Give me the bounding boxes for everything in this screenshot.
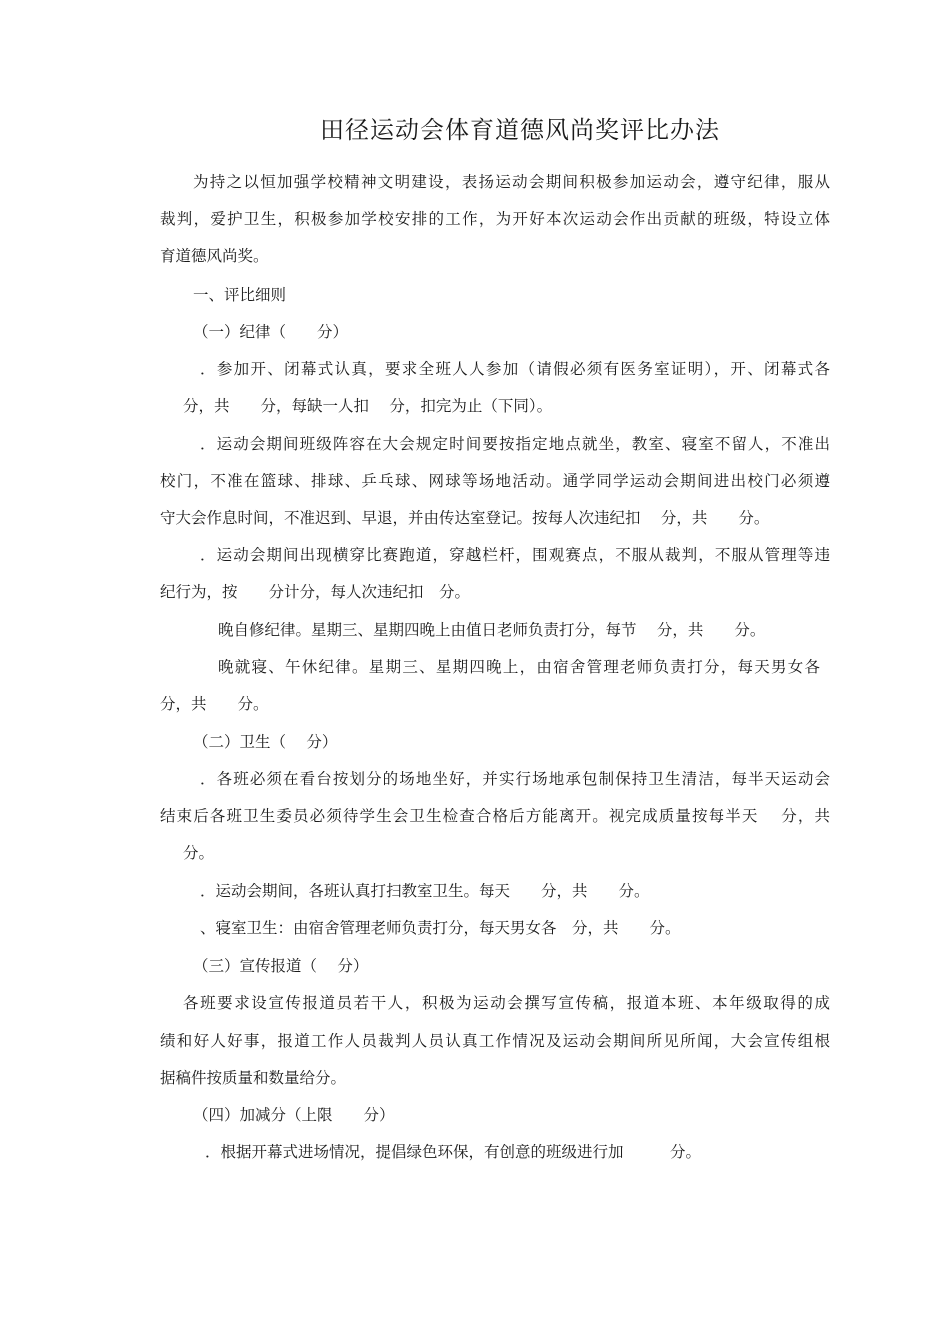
paragraph-line: 绩和好人好事，报道工作人员裁判人员认真工作情况及运动会期间所见所闻，大会宣传组根 [160, 1032, 830, 1050]
paragraph-line: 、寝室卫生：由宿舍管理老师负责打分，每天男女各 分，共 分。 [200, 919, 681, 937]
paragraph-line: ．运动会期间出现横穿比赛跑道，穿越栏杆，围观赛点，不服从裁判，不服从管理等违 [200, 546, 830, 564]
paragraph-line: ．运动会期间，各班认真打扫教室卫生。每天 分，共 分。 [200, 882, 650, 900]
paragraph-line: ．运动会期间班级阵容在大会规定时间要按指定地点就坐，教室、寝室不留人，不准出 [200, 435, 830, 453]
paragraph-line: 裁判，爱护卫生，积极参加学校安排的工作，为开好本次运动会作出贡献的班级，特设立体 [160, 210, 830, 228]
paragraph-line: 为持之以恒加强学校精神文明建设，表扬运动会期间积极参加运动会，遵守纪律，服从 [193, 173, 830, 191]
paragraph-line: ．参加开、闭幕式认真，要求全班人人参加（请假必须有医务室证明），开、闭幕式各 [200, 360, 830, 378]
subsection-heading: （四）加减分（上限 分） [193, 1106, 395, 1124]
paragraph-line: 育道德风尚奖。 [160, 247, 269, 265]
paragraph-line: ．根据开幕式进场情况，提倡绿色环保，有创意的班级进行加 分。 [205, 1143, 702, 1161]
paragraph-line: 分。 [183, 844, 215, 862]
subsection-heading: （三）宣传报道（ 分） [193, 957, 369, 975]
paragraph-line: 守大会作息时间，不准迟到、早退，并由传达室登记。按每人次违纪扣 分，共 分。 [160, 509, 770, 527]
paragraph-line: 各班要求设宣传报道员若干人，积极为运动会撰写宣传稿，报道本班、本年级取得的成 [183, 994, 830, 1012]
paragraph-line: 纪行为，按 分计分，每人次违纪扣 分。 [160, 583, 471, 601]
document-title: 田径运动会体育道德风尚奖评比办法 [320, 116, 720, 144]
paragraph-line: ．各班必须在看台按划分的场地坐好，并实行场地承包制保持卫生清洁，每半天运动会 [200, 770, 830, 788]
paragraph-line: 校门，不准在篮球、排球、乒乓球、网球等场地活动。通学同学运动会期间进出校门必须遵 [160, 472, 830, 490]
subsection-heading: （一）纪律（ 分） [193, 323, 349, 341]
paragraph-line: 结束后各班卫生委员必须待学生会卫生检查合格后方能离开。视完成质量按每半天 分，共 [160, 807, 830, 825]
paragraph-line: 晚自修纪律。星期三、星期四晚上由值日老师负责打分，每节 分，共 分。 [218, 621, 766, 639]
paragraph-line: 分，共 分。 [160, 695, 269, 713]
paragraph-line: 晚就寝、午休纪律。星期三、星期四晚上，由宿舍管理老师负责打分，每天男女各 [218, 658, 820, 676]
paragraph-line: 据稿件按质量和数量给分。 [160, 1069, 347, 1087]
section-heading: 一、评比细则 [193, 286, 287, 304]
paragraph-line: 分，共 分，每缺一人扣 分，扣完为止（下同）。 [183, 397, 553, 415]
subsection-heading: （二）卫生（ 分） [193, 733, 338, 751]
